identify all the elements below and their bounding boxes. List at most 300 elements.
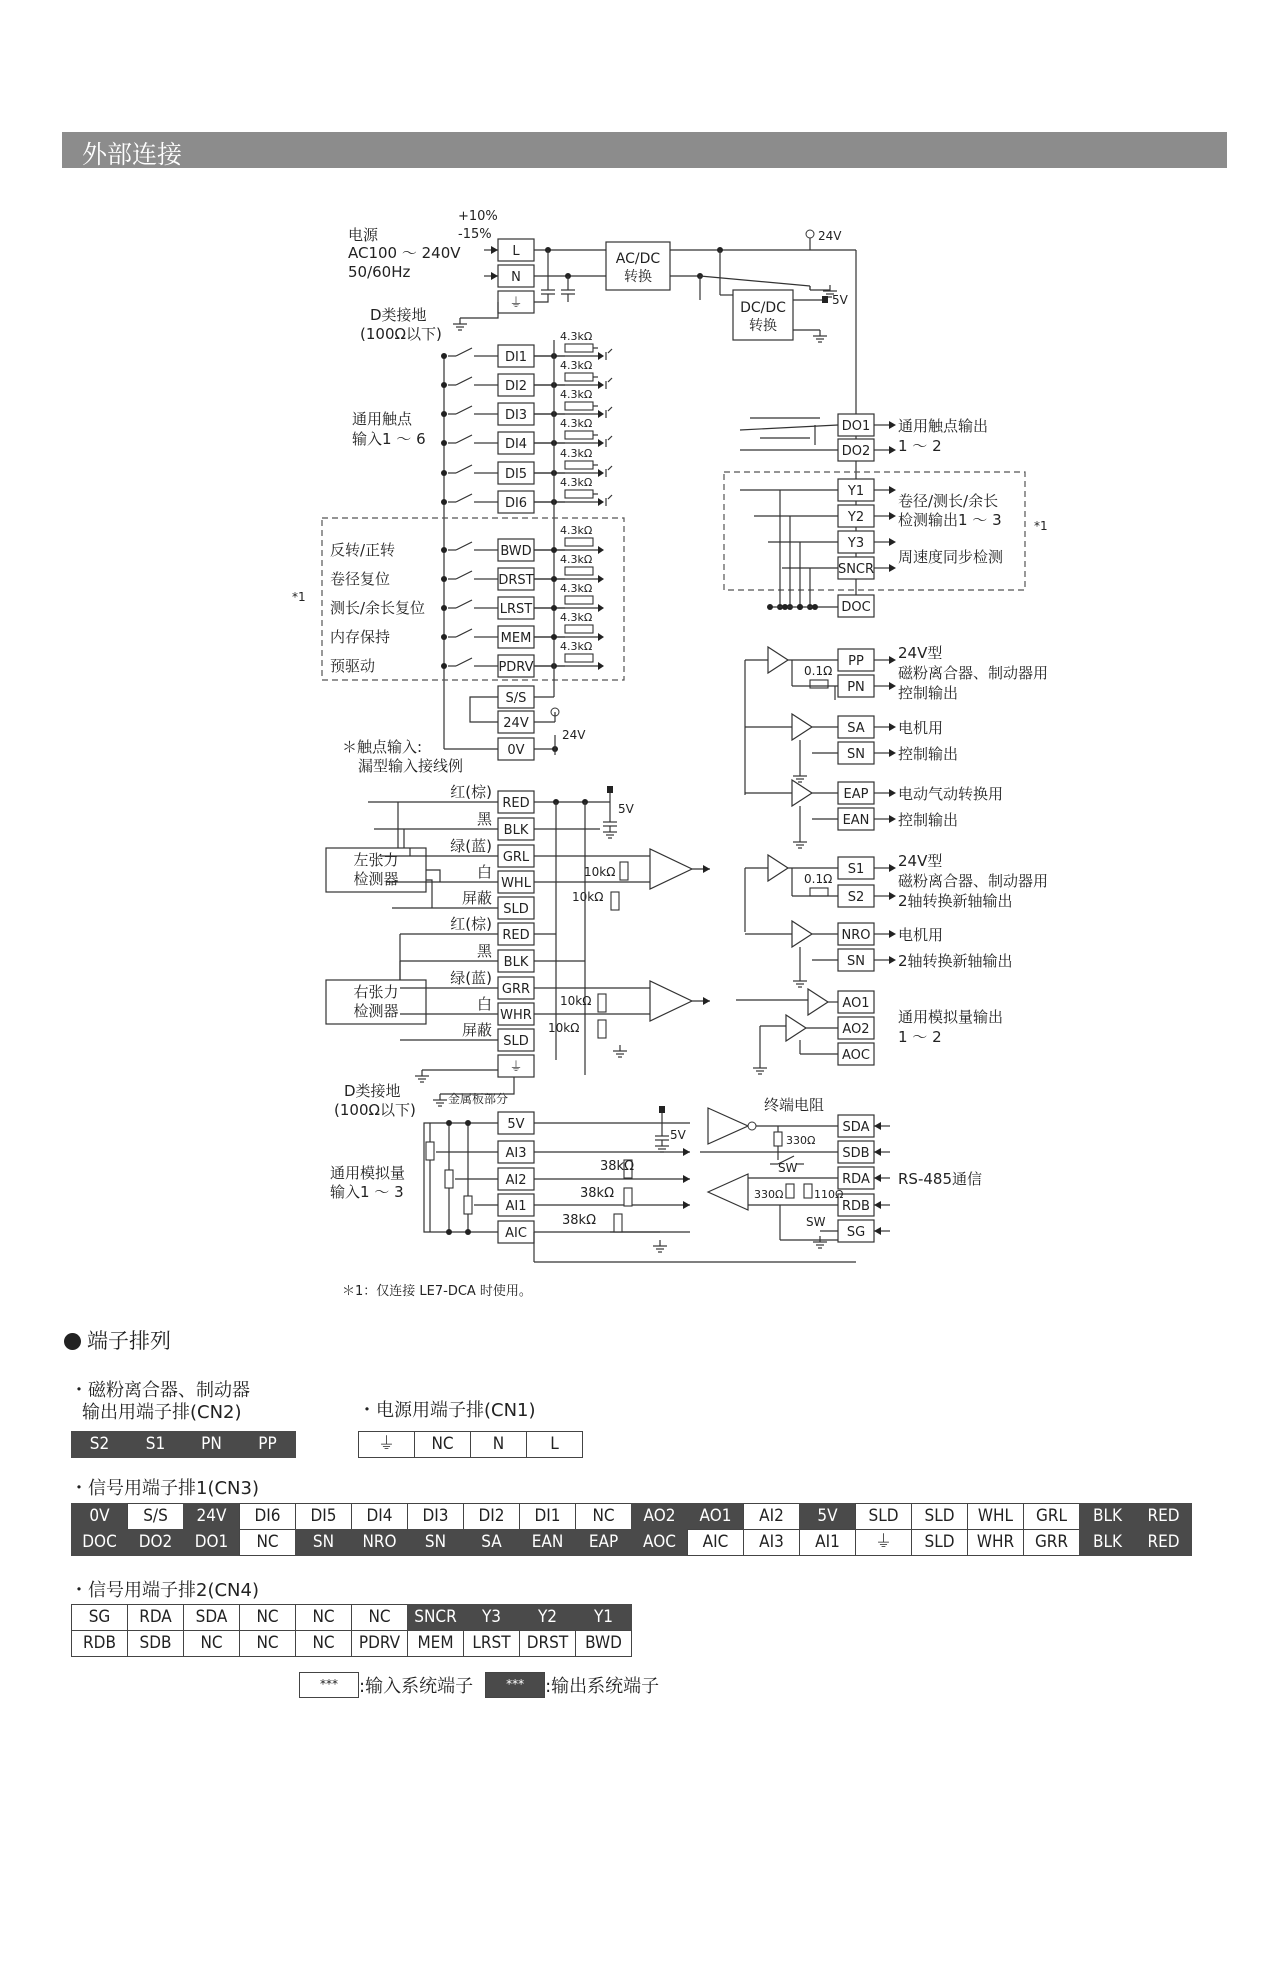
wire — [700, 276, 810, 286]
cn4-caption: ・信号用端子排2(CN4) — [70, 1580, 259, 1601]
v24-label: 24V — [562, 728, 586, 742]
junction-dot — [767, 604, 773, 610]
legend-output-swatch: *** — [485, 1672, 545, 1698]
cn1-terminal-row — [359, 1432, 583, 1459]
optocoupler-icon — [608, 349, 612, 353]
amplifier-icon — [708, 1174, 748, 1210]
optocoupler-icon — [598, 546, 604, 554]
wire-color-label: 红(棕) — [450, 783, 492, 801]
terminal-5v-icon — [659, 1106, 665, 1113]
resistor-icon — [565, 654, 593, 662]
junction-dot — [551, 576, 557, 582]
terminal-right-sensor: BLK — [503, 955, 529, 970]
terminal-left-sensor: BLK — [503, 823, 529, 838]
resistor-label: 38kΩ — [600, 1159, 635, 1174]
terminal-cell: ⏚ — [855, 1529, 912, 1556]
right-sensor-label: 右张力 — [353, 983, 399, 1001]
cn3-caption: ・信号用端子排1(CN3) — [70, 1478, 259, 1499]
terminal-cell: PP — [239, 1431, 296, 1458]
terminal-output: SDB — [842, 1146, 870, 1161]
arrow-icon — [889, 930, 896, 938]
legend-input-swatch: *** — [299, 1672, 359, 1698]
terminal-5v-icon — [822, 296, 828, 303]
wire — [426, 880, 432, 908]
resistor-label: 4.3kΩ — [560, 582, 593, 595]
sink-note: 漏型输入接线例 — [358, 757, 464, 775]
terminal-di: DI6 — [504, 496, 528, 511]
terminal-cell: DRST — [519, 1630, 576, 1657]
terminal-cell: SN — [295, 1529, 352, 1556]
terminal-cell: NC — [239, 1630, 296, 1657]
terminal-cell: WHR — [967, 1529, 1024, 1556]
junction-dot — [446, 1120, 452, 1126]
v5-label: 5V — [832, 293, 848, 307]
resistor-icon — [464, 1196, 472, 1214]
terminal-output: DOC — [841, 600, 871, 615]
terminal-cell: SLD — [911, 1529, 968, 1556]
wire — [534, 294, 548, 302]
switch-icon — [456, 377, 472, 385]
legend-output-label: :输出系统端子 — [545, 1676, 660, 1697]
ground-label: (100Ω以下) — [334, 1101, 416, 1119]
terminal-cell: BWD — [575, 1630, 632, 1657]
junction-dot — [441, 440, 447, 446]
arrow-icon — [874, 1174, 881, 1182]
amplifier-icon — [768, 855, 788, 881]
cn4-terminal-row-2 — [72, 1631, 632, 1658]
terminal-output: AOC — [842, 1048, 870, 1063]
terminal-ground-hidden: ⏚ — [509, 296, 523, 311]
switch-icon — [456, 348, 472, 356]
junction-dot — [797, 604, 803, 610]
dcdc-label: 转换 — [749, 318, 777, 334]
output-label: 卷径/测长/余长 — [898, 492, 999, 510]
terminal-ground: ⏚ — [509, 1060, 523, 1075]
legend-input-label: :输入系统端子 — [359, 1676, 474, 1697]
resistor-icon — [804, 1184, 812, 1198]
ground-label: D类接地 — [370, 306, 427, 324]
terminal-left-sensor: SLD — [503, 902, 529, 917]
arrow-icon — [874, 1201, 881, 1209]
resistor-label: 0.1Ω — [804, 664, 833, 678]
terminal-cell: DI5 — [295, 1503, 352, 1530]
output-label: 电机用 — [898, 926, 944, 944]
terminal-left-sensor: WHL — [501, 876, 531, 891]
junction-dot — [441, 353, 447, 359]
arrow-icon — [491, 246, 498, 254]
terminal-output: DO2 — [841, 444, 871, 459]
terminal-cell: AO2 — [631, 1503, 688, 1530]
terminal-cell: NC — [239, 1604, 296, 1631]
arrow-icon — [889, 421, 896, 429]
amplifier-icon — [768, 647, 788, 673]
terminal-cell: AIC — [687, 1529, 744, 1556]
right-sensor-label: 检测器 — [353, 1002, 399, 1020]
cn4-terminal-row-1 — [72, 1605, 632, 1632]
terminal-cell: L — [526, 1431, 583, 1458]
terminal-analog: AI3 — [505, 1146, 527, 1161]
metal-plate-label: 金属板部分 — [448, 1092, 509, 1106]
rs485-title: 终端电阻 — [764, 1096, 825, 1114]
terminal-cell: AI1 — [799, 1529, 856, 1556]
terminal-output: RDA — [842, 1172, 870, 1187]
wire-color-label: 绿(蓝) — [450, 837, 492, 855]
terminal-cell: DI6 — [239, 1503, 296, 1530]
output-label: 24V型 — [898, 852, 943, 870]
terminal-output: S1 — [847, 862, 865, 877]
terminal-output: AO1 — [842, 996, 870, 1011]
arrow-icon — [889, 486, 896, 494]
junction-dot — [441, 576, 447, 582]
terminal-cell: NC — [351, 1604, 408, 1631]
resistor-label: 330Ω — [754, 1188, 784, 1201]
terminal-output: RDB — [842, 1199, 870, 1214]
terminal-cell: Y3 — [463, 1604, 520, 1631]
terminal-cell: DI3 — [407, 1503, 464, 1530]
terminal-cell: NC — [295, 1604, 352, 1631]
resistor-icon — [565, 490, 593, 498]
terminal-cell: NC — [575, 1503, 632, 1530]
resistor-icon — [445, 1170, 453, 1188]
resistor-label: 110Ω — [814, 1188, 844, 1201]
terminal-cell: 24V — [183, 1503, 240, 1530]
switch-label: SW — [806, 1215, 826, 1229]
optocoupler-icon — [598, 439, 604, 447]
note-mark: *1 — [1034, 519, 1048, 533]
wire — [460, 302, 498, 318]
terminal-cell: BLK — [1079, 1503, 1136, 1530]
terminal-di: DI2 — [504, 379, 528, 394]
junction-dot — [782, 604, 788, 610]
output-label: 2轴转换新轴输出 — [898, 892, 1013, 910]
output-label: 1 ～ 2 — [898, 437, 942, 455]
terminal-cell: MEM — [407, 1630, 464, 1657]
terminal-cell: WHL — [967, 1503, 1024, 1530]
v24-label: 24V — [818, 229, 842, 243]
terminal-cell: BLK — [1079, 1529, 1136, 1556]
section-title: 外部连接 — [82, 140, 183, 169]
terminal-analog: AI1 — [505, 1199, 527, 1214]
switch-icon — [456, 571, 472, 579]
arrow-icon — [889, 789, 896, 797]
arrow-icon — [683, 1148, 690, 1156]
terminal-di: DI5 — [504, 467, 528, 482]
wire — [470, 697, 498, 722]
v5-label: 5V — [618, 802, 634, 816]
note-mark: *1 — [292, 590, 306, 604]
resistor-icon — [565, 538, 593, 546]
terminal-cell: DO1 — [183, 1529, 240, 1556]
resistor-icon — [565, 596, 593, 604]
resistor-icon — [614, 1214, 622, 1232]
junction-dot — [812, 604, 818, 610]
junction-dot — [441, 411, 447, 417]
amplifier-icon — [792, 780, 812, 806]
terminal-cell: SDB — [127, 1630, 184, 1657]
terminal-24v-icon — [806, 230, 814, 238]
terminal-cell: SA — [463, 1529, 520, 1556]
wire — [424, 1123, 498, 1232]
terminal-cell: SG — [71, 1604, 128, 1631]
terminal-analog: AIC — [505, 1226, 527, 1241]
cn2-caption: ・磁粉离合器、制动器 输出用端子排(CN2) — [70, 1380, 250, 1423]
junction-dot — [441, 547, 447, 553]
terminal-cell: DI2 — [463, 1503, 520, 1530]
arrow-icon — [874, 1122, 881, 1130]
output-label: 2轴转换新轴输出 — [898, 952, 1013, 970]
arrow-icon — [703, 997, 710, 1005]
dcdc-label: DC/DC — [740, 300, 786, 316]
tolerance-minus: -15% — [458, 227, 492, 242]
terminal-output: SNCR — [837, 562, 875, 577]
terminal-func: PDRV — [498, 660, 534, 675]
wire-color-label: 屏蔽 — [461, 1021, 492, 1039]
terminal-right-sensor: GRR — [501, 982, 531, 997]
terminal-func: BWD — [500, 544, 532, 559]
optocoupler-icon — [598, 662, 604, 670]
output-label: 通用模拟量输出 — [898, 1008, 1004, 1026]
junction-dot — [441, 634, 447, 640]
resistor-icon — [565, 344, 593, 352]
output-label: 磁粉离合器、制动器用 — [898, 664, 1049, 682]
arrow-icon — [889, 749, 896, 757]
switch-icon — [456, 542, 472, 550]
optocoupler-icon — [598, 469, 604, 477]
junction-dot — [551, 634, 557, 640]
resistor-icon — [810, 680, 828, 688]
resistor-icon — [598, 1020, 606, 1038]
resistor-icon — [620, 862, 628, 880]
amplifier-icon — [786, 1015, 806, 1041]
junction-dot — [441, 499, 447, 505]
terminal-cell: PDRV — [351, 1630, 408, 1657]
func-input-label: 反转/正转 — [330, 541, 396, 559]
terminal-cell: GRR — [1023, 1529, 1080, 1556]
resistor-label: 10kΩ — [572, 890, 604, 904]
terminal-left-sensor: GRL — [502, 850, 530, 865]
terminal-output: SN — [847, 747, 865, 762]
terminal-output: EAP — [843, 787, 869, 802]
resistor-icon — [565, 402, 593, 410]
terminal-5v-icon — [607, 786, 613, 793]
terminal-cell: AI3 — [743, 1529, 800, 1556]
terminal-section-title: 端子排列 — [64, 1325, 171, 1355]
cn3-terminal-row-2 — [72, 1530, 1192, 1557]
terminal-cell: RED — [1135, 1529, 1192, 1556]
optocoupler-icon — [598, 410, 604, 418]
wire-color-label: 黑 — [476, 810, 492, 828]
terminal-cell: N — [470, 1431, 527, 1458]
optocoupler-icon — [608, 495, 612, 499]
switch-icon — [456, 494, 472, 502]
terminal-func: LRST — [499, 602, 533, 617]
contact-input-label: 通用触点 — [352, 410, 413, 428]
terminal-output: Y3 — [847, 536, 865, 551]
resistor-label: 4.3kΩ — [560, 611, 593, 624]
terminal-di: DI1 — [504, 350, 528, 365]
optocoupler-icon — [608, 436, 612, 440]
output-label: 电机用 — [898, 719, 944, 737]
arrow-icon — [889, 446, 896, 454]
sink-note: ＊触点输入: — [342, 738, 423, 756]
switch-icon — [456, 629, 472, 637]
terminal-cell: SDA — [183, 1604, 240, 1631]
terminal-N: N — [511, 270, 521, 285]
terminal-0v: 0V — [507, 743, 525, 758]
terminal-cell: S/S — [127, 1503, 184, 1530]
terminal-cell: AI2 — [743, 1503, 800, 1530]
switch-icon — [456, 406, 472, 414]
terminal-right-sensor: RED — [502, 928, 530, 943]
terminal-cell: 5V — [799, 1503, 856, 1530]
resistor-label: 4.3kΩ — [560, 330, 593, 343]
tolerance-plus: +10% — [458, 209, 498, 224]
func-input-label: 测长/余长复位 — [330, 599, 426, 617]
terminal-cell: NC — [239, 1529, 296, 1556]
arrow-icon — [889, 815, 896, 823]
cn3-terminal-row-1 — [72, 1504, 1192, 1531]
terminal-output: PP — [848, 654, 864, 669]
terminal-analog: AI2 — [505, 1173, 527, 1188]
terminal-cell: AOC — [631, 1529, 688, 1556]
terminal-analog: 5V — [507, 1117, 525, 1132]
optocoupler-icon — [608, 407, 612, 411]
terminal-output: NRO — [841, 928, 871, 943]
terminal-cell: DI4 — [351, 1503, 408, 1530]
ground-label: D类接地 — [344, 1082, 401, 1100]
terminal-cell: S2 — [71, 1431, 128, 1458]
resistor-label: 4.3kΩ — [560, 417, 593, 430]
wire — [740, 425, 838, 430]
terminal-output: Y1 — [847, 484, 865, 499]
terminal-cell: SNCR — [407, 1604, 464, 1631]
optocoupler-icon — [598, 352, 604, 360]
resistor-label: 10kΩ — [548, 1021, 580, 1035]
terminal-right-sensor: SLD — [503, 1034, 529, 1049]
resistor-icon — [565, 431, 593, 439]
analog-input-label: 通用模拟量 — [330, 1164, 406, 1182]
resistor-icon — [565, 461, 593, 469]
resistor-icon — [565, 625, 593, 633]
inverter-bubble — [748, 1122, 756, 1130]
junction-dot — [446, 1229, 452, 1235]
terminal-right-sensor: WHR — [500, 1008, 532, 1023]
terminal-output: SN — [847, 954, 865, 969]
switch-icon — [456, 658, 472, 666]
amplifier-icon — [808, 989, 828, 1015]
switch-label: SW — [778, 1161, 798, 1175]
func-input-label: 预驱动 — [330, 657, 376, 675]
terminal-cell: DO2 — [127, 1529, 184, 1556]
arrow-icon — [703, 865, 710, 873]
terminal-ss: S/S — [505, 691, 527, 706]
terminal-output: EAN — [842, 813, 870, 828]
resistor-icon — [598, 994, 606, 1012]
terminal-output: SDA — [842, 1120, 870, 1135]
cn1-caption: ・电源用端子排(CN1) — [358, 1400, 536, 1421]
terminal-cell: S1 — [127, 1431, 184, 1458]
terminal-cell: LRST — [463, 1630, 520, 1657]
terminal-cell: Y2 — [519, 1604, 576, 1631]
arrow-icon — [889, 656, 896, 664]
power-freq: 50/60Hz — [348, 263, 411, 281]
amplifier-icon — [650, 849, 692, 889]
terminal-func: DRST — [498, 573, 534, 588]
cn2-terminal-row — [72, 1432, 296, 1459]
arrow-icon — [683, 1201, 690, 1209]
resistor-icon — [426, 1142, 434, 1160]
arrow-icon — [874, 1227, 881, 1235]
switch-icon — [456, 600, 472, 608]
output-label: 磁粉离合器、制动器用 — [898, 872, 1049, 890]
legend — [299, 1672, 659, 1698]
optocoupler-icon — [598, 498, 604, 506]
output-label: 控制输出 — [898, 811, 959, 829]
terminal-di: DI4 — [504, 437, 528, 452]
terminal-cell: DOC — [71, 1529, 128, 1556]
terminal-output: AO2 — [842, 1022, 870, 1037]
ground-label: (100Ω以下) — [360, 325, 442, 343]
arrow-icon — [491, 272, 498, 280]
terminal-cell: NC — [414, 1431, 471, 1458]
power-label: 电源 — [348, 226, 379, 244]
terminal-output: DO1 — [841, 419, 871, 434]
wire-color-label: 红(棕) — [450, 915, 492, 933]
resistor-label: 4.3kΩ — [560, 447, 593, 460]
wire-color-label: 白 — [476, 863, 492, 881]
resistor-label: 330Ω — [786, 1134, 816, 1147]
resistor-label: 4.3kΩ — [560, 359, 593, 372]
resistor-label: 4.3kΩ — [560, 524, 593, 537]
terminal-cell: RDA — [127, 1604, 184, 1631]
arrow-icon — [889, 892, 896, 900]
output-label: 控制输出 — [898, 745, 959, 763]
resistor-icon — [565, 373, 593, 381]
terminal-cell: EAN — [519, 1529, 576, 1556]
junction-dot — [551, 547, 557, 553]
terminal-cell: PN — [183, 1431, 240, 1458]
resistor-icon — [624, 1188, 632, 1206]
arrow-icon — [889, 956, 896, 964]
resistor-icon — [774, 1132, 782, 1146]
arrow-icon — [889, 864, 896, 872]
arrow-icon — [889, 723, 896, 731]
resistor-label: 38kΩ — [580, 1186, 615, 1201]
arrow-icon — [683, 1175, 690, 1183]
output-label: 通用触点输出 — [898, 417, 989, 435]
terminal-output: SG — [846, 1225, 866, 1240]
junction-dot — [441, 605, 447, 611]
terminal-cell: SLD — [855, 1503, 912, 1530]
amplifier-icon — [792, 921, 812, 947]
terminal-cell: GRL — [1023, 1503, 1080, 1530]
left-sensor-label: 左张力 — [353, 851, 399, 869]
optocoupler-icon — [608, 466, 612, 470]
terminal-cell: DI1 — [519, 1503, 576, 1530]
output-label: 周速度同步检测 — [898, 548, 1004, 566]
optocoupler-icon — [598, 381, 604, 389]
terminal-cell: NRO — [351, 1529, 408, 1556]
amplifier-icon — [708, 1108, 748, 1144]
terminal-cell: Y1 — [575, 1604, 632, 1631]
terminal-output: S2 — [847, 890, 865, 905]
terminal-L: L — [512, 244, 520, 259]
amplifier-icon — [650, 981, 692, 1021]
terminal-di: DI3 — [504, 408, 528, 423]
switch-icon — [456, 435, 472, 443]
junction-dot — [441, 470, 447, 476]
resistor-icon — [810, 888, 828, 896]
